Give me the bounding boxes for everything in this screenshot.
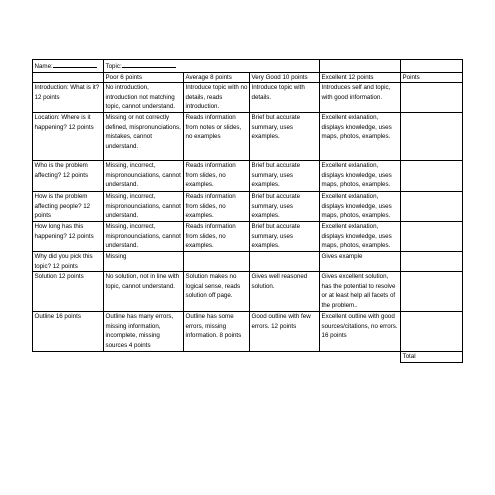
poor-cell: No introduction, introduction not matching topic, cannot understand. bbox=[104, 83, 184, 113]
very-good-cell: Brief but accurate summary, uses examples. bbox=[250, 192, 320, 222]
average-cell: Reads information from slides, no examples. bbox=[184, 161, 250, 192]
poor-cell: Missing bbox=[104, 251, 184, 271]
criterion-cell: Introduction: What is it? 12 points bbox=[33, 83, 104, 113]
column-header-poor: Poor 6 points bbox=[104, 72, 184, 83]
column-header-very-good: Very Good 10 points bbox=[250, 72, 320, 83]
points-cell[interactable] bbox=[401, 192, 463, 222]
name-blank[interactable] bbox=[53, 60, 97, 68]
average-cell bbox=[184, 251, 250, 271]
points-cell[interactable] bbox=[401, 222, 463, 252]
table-row bbox=[33, 222, 463, 252]
average-cell: Reads information from slides, no examples. bbox=[184, 222, 250, 252]
table-row bbox=[33, 272, 463, 312]
points-cell[interactable] bbox=[401, 161, 463, 192]
criterion-cell: Why did you pick this topic? 12 points bbox=[33, 251, 104, 271]
table-row bbox=[33, 83, 463, 113]
excellent-cell: Gives excellent solution, has the potential to resolve or at least help all facets of the problem.. bbox=[320, 272, 401, 312]
points-cell[interactable] bbox=[401, 113, 463, 161]
total-row bbox=[33, 352, 463, 363]
very-good-cell: Introduce topic with details. bbox=[250, 83, 320, 113]
poor-cell: Missing, incorrect, mispronounciations, cannot understand. bbox=[104, 161, 184, 192]
excellent-cell: Introduces self and topic, with good information. bbox=[320, 83, 401, 113]
table-row bbox=[33, 312, 463, 352]
column-header bbox=[33, 72, 104, 83]
excellent-cell: Excellent exlanation, displays knowledge, uses maps, photos, examples. bbox=[320, 113, 401, 161]
average-cell: Outline has some errors, missing information. 8 points bbox=[184, 312, 250, 352]
very-good-cell: Gives well reasoned solution. bbox=[250, 272, 320, 312]
table-row bbox=[33, 113, 463, 161]
very-good-cell: Brief but accurate summary, uses examples. bbox=[250, 161, 320, 192]
header-empty-cell bbox=[401, 60, 463, 73]
criterion-cell: How is the problem affecting people? 12 points bbox=[33, 192, 104, 222]
topic-cell[interactable] bbox=[104, 60, 250, 73]
points-cell[interactable] bbox=[401, 251, 463, 271]
column-header-excellent: Excellent 12 points bbox=[320, 72, 401, 83]
table-row bbox=[33, 192, 463, 222]
criterion-cell: How long has this happening? 12 points bbox=[33, 222, 104, 252]
column-header-points: Points bbox=[401, 72, 463, 83]
rubric-table bbox=[32, 59, 463, 363]
poor-cell: Missing or not correctly defined, mispronunciations, mistakes, cannot understand. bbox=[104, 113, 184, 161]
very-good-cell: Good outline with few errors. 12 points bbox=[250, 312, 320, 352]
topic-blank[interactable] bbox=[122, 60, 176, 68]
excellent-cell: Gives example bbox=[320, 251, 401, 271]
excellent-cell: Excellent exlanation, displays knowledge, uses maps, photos, examples. bbox=[320, 161, 401, 192]
column-header-row bbox=[33, 72, 463, 83]
criterion-cell: Solution 12 points bbox=[33, 272, 104, 312]
average-cell: Reads information from notes or slides, no examples bbox=[184, 113, 250, 161]
topic-label: Topic: bbox=[105, 63, 122, 70]
header-empty-cell bbox=[320, 60, 401, 73]
criterion-cell: Outline 16 points bbox=[33, 312, 104, 352]
average-cell: Introduce topic with no details, reads introduction. bbox=[184, 83, 250, 113]
points-cell[interactable] bbox=[401, 272, 463, 312]
average-cell: Solution makes no logical sense, reads solution off page. bbox=[184, 272, 250, 312]
table-row bbox=[33, 161, 463, 192]
points-cell[interactable] bbox=[401, 83, 463, 113]
table-row bbox=[33, 251, 463, 271]
criterion-cell: Location: Where is it happening? 12 points bbox=[33, 113, 104, 161]
header-empty-cell bbox=[250, 60, 320, 73]
very-good-cell: Brief but accurate summary, uses examples. bbox=[250, 222, 320, 252]
points-cell[interactable] bbox=[401, 312, 463, 352]
excellent-cell: Excellent exlanation, displays knowledge, uses maps, photos, examples. bbox=[320, 222, 401, 252]
name-cell[interactable] bbox=[33, 60, 104, 73]
column-header-average: Average 8 points bbox=[184, 72, 250, 83]
poor-cell: Missing, incorrect, mispronounciations, cannot understand. bbox=[104, 222, 184, 252]
excellent-cell: Excellent outline with good sources/citations, no errors. 16 points bbox=[320, 312, 401, 352]
name-topic-row bbox=[33, 60, 463, 73]
poor-cell: No solution, not in line with topic, cannot understand. bbox=[104, 272, 184, 312]
average-cell: Reads information from slides, no examples. bbox=[184, 192, 250, 222]
poor-cell: Missing, incorrect, mispronounciations, cannot understand. bbox=[104, 192, 184, 222]
criterion-cell: Who is the problem affecting? 12 points bbox=[33, 161, 104, 192]
excellent-cell: Excellent exlanation, displays knowledge, uses maps, photos, examples. bbox=[320, 192, 401, 222]
very-good-cell bbox=[250, 251, 320, 271]
very-good-cell: Brief but accurate summary, uses examples. bbox=[250, 113, 320, 161]
total-cell[interactable]: Total bbox=[401, 352, 463, 363]
name-label: Name: bbox=[34, 63, 53, 70]
total-empty-cell bbox=[33, 352, 401, 363]
poor-cell: Outline has many errors, missing information, incomplete, missing sources 4 points bbox=[104, 312, 184, 352]
